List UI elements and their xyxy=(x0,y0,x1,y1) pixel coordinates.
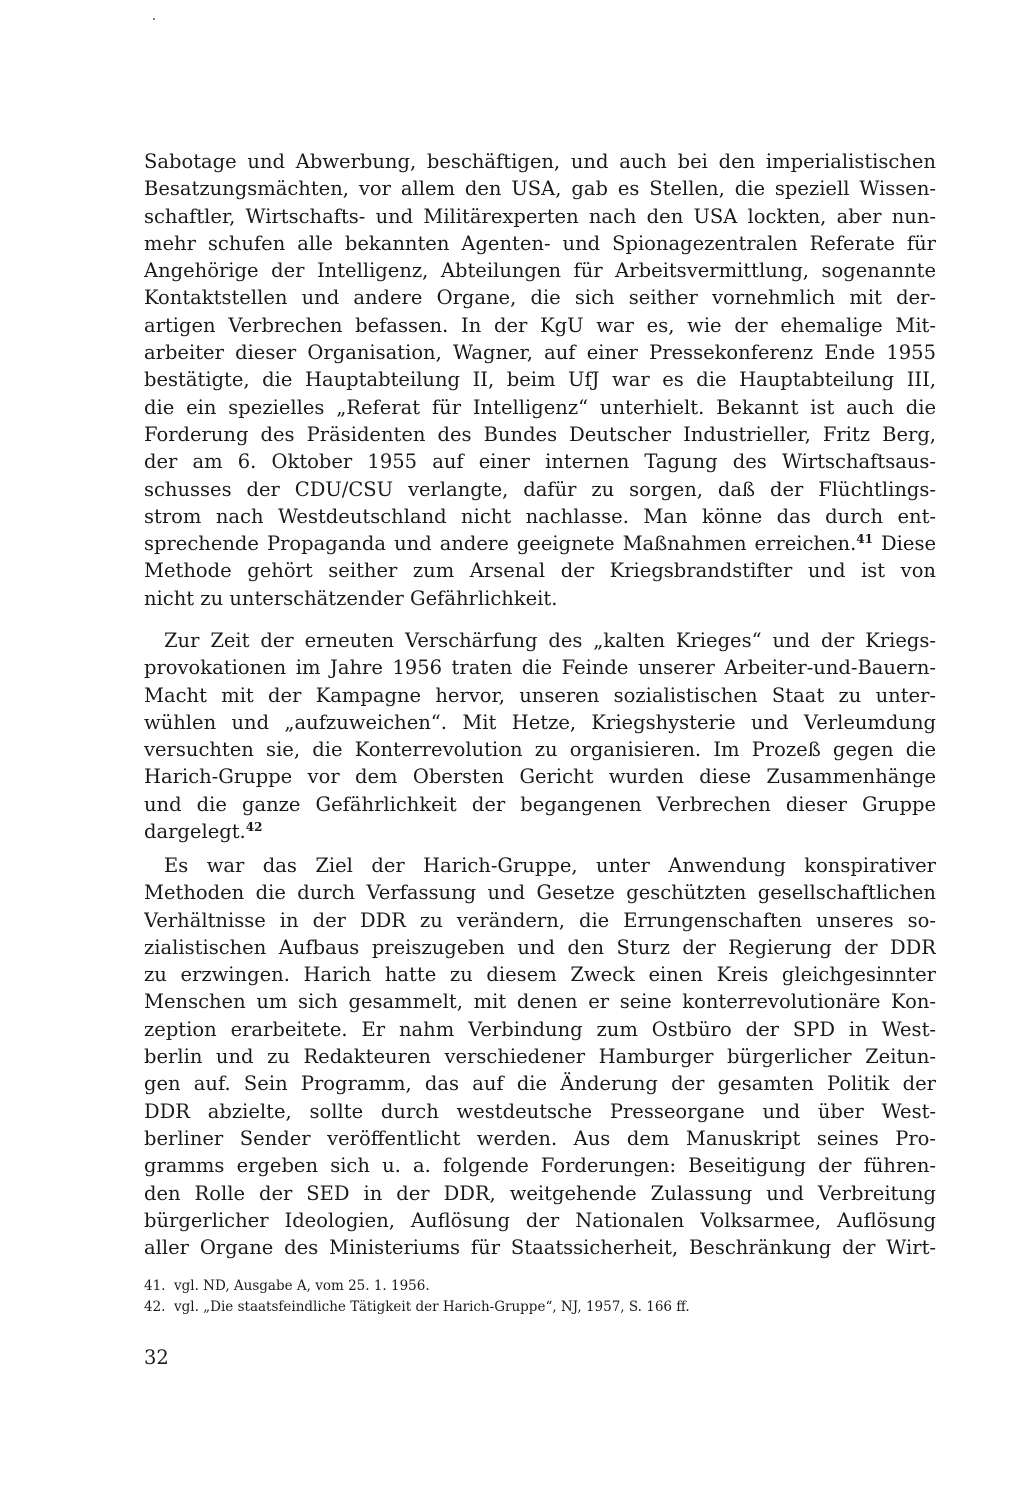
text-line: bestätigte, die Hauptabteilung II, beim UfJ war es die Hauptabteilung III, xyxy=(144,368,936,392)
text-line: die ein spezielles „Referat für Intelligenz“ unterhielt. Bekannt ist auch die xyxy=(144,395,936,419)
text-segment: Diese xyxy=(881,532,936,556)
text-line: gramms ergeben sich u. a. folgende Forderungen: Beseitigung der führen- xyxy=(144,1154,936,1178)
text-line: versuchten sie, die Konterrevolution zu organisieren. Im Prozeß gegen die xyxy=(144,738,936,762)
text-line: zu erzwingen. Harich hatte zu diesem Zweck einen Kreis gleichgesinnter xyxy=(144,963,936,987)
footnote-text: vgl. „Die staatsfeindliche Tätigkeit der Harich-Gruppe“, NJ, 1957, S. 166 ff. xyxy=(174,1299,690,1315)
text-line: und die ganze Gefährlichkeit der begangenen Verbrechen dieser Gruppe xyxy=(144,792,936,816)
text-line: Zur Zeit der erneuten Verschärfung des „kalten Krieges“ und der Kriegs- xyxy=(164,629,936,652)
text-line: Es war das Ziel der Harich-Gruppe, unter Anwendung konspirativer xyxy=(164,854,936,877)
page-number: 32 xyxy=(144,1346,169,1369)
text-line: den Rolle der SED in der DDR, weitgehende Zulassung und Verbreitung xyxy=(144,1181,936,1205)
footnote-number: 41. xyxy=(144,1278,166,1294)
text-line: Verhältnisse in der DDR zu verändern, die Errungenschaften unseres so- xyxy=(144,908,936,932)
footnote-42 xyxy=(144,1297,936,1318)
text-line: bürgerlicher Ideologien, Auflösung der Nationalen Volksarmee, Auflösung xyxy=(144,1208,936,1232)
text-line: Macht mit der Kampagne hervor, unseren sozialistischen Staat zu unter- xyxy=(144,683,936,707)
text-line-with-footnote xyxy=(144,530,936,557)
text-line: Forderung des Präsidenten des Bundes Deutscher Industrieller, Fritz Berg, xyxy=(144,422,936,446)
text-line: wühlen und „aufzuweichen“. Mit Hetze, Kriegshysterie und Verleumdung xyxy=(144,710,936,734)
text-line: schusses der CDU/CSU verlangte, dafür zu sorgen, daß der Flüchtlings- xyxy=(144,477,936,501)
text-line: Methoden die durch Verfassung und Gesetze geschützten gesellschaftlichen xyxy=(144,881,936,905)
text-line-with-footnote xyxy=(144,818,936,845)
text-line: zialistischen Aufbaus preiszugeben und den Sturz der Regierung der DDR xyxy=(144,935,936,959)
text-line: Harich-Gruppe vor dem Obersten Gericht wurden diese Zusammenhänge xyxy=(144,765,936,789)
text-line: DDR abzielte, sollte durch westdeutsche Presseorgane und über West- xyxy=(144,1099,936,1123)
text-line: Menschen um sich gesammelt, mit denen er seine konterrevolutionäre Kon- xyxy=(144,990,936,1014)
text-line: nicht zu unterschätzender Gefährlichkeit. xyxy=(144,586,558,610)
text-line: berlin und zu Redakteuren verschiedener Hamburger bürgerlicher Zeitun- xyxy=(144,1045,936,1069)
paragraph-3 xyxy=(144,852,936,1261)
text-segment: sprechende Propaganda und andere geeignete Maßnahmen erreichen. xyxy=(144,532,857,556)
text-line: strom nach Westdeutschland nicht nachlasse. Man könne das durch ent- xyxy=(144,504,936,528)
text-line: Kontaktstellen und andere Organe, die sich seither vornehmlich mit der- xyxy=(144,286,936,310)
text-line: Sabotage und Abwerbung, beschäftigen, und auch bei den imperialistischen xyxy=(144,150,936,173)
text-line: aller Organe des Ministeriums für Staatssicherheit, Beschränkung der Wirt- xyxy=(144,1236,936,1260)
text-line: der am 6. Oktober 1955 auf einer internen Tagung des Wirtschaftsaus- xyxy=(144,450,936,474)
footnote-text: vgl. ND, Ausgabe A, vom 25. 1. 1956. xyxy=(174,1278,430,1294)
scan-speck xyxy=(153,18,155,20)
text-line: Besatzungsmächten, vor allem den USA, gab es Stellen, die speziell Wissen- xyxy=(144,177,936,201)
text-line: zeption erarbeitete. Er nahm Verbindung zum Ostbüro der SPD in West- xyxy=(144,1017,936,1041)
text-line: Angehörige der Intelligenz, Abteilungen für Arbeitsvermittlung, sogenannte xyxy=(144,259,936,283)
text-line: berliner Sender veröffentlicht werden. Aus dem Manuskript seines Pro- xyxy=(144,1126,936,1150)
paragraph-2 xyxy=(144,627,936,845)
text-line: Methode gehört seither zum Arsenal der Kriegsbrandstifter und ist von xyxy=(144,559,936,583)
footnote-ref-42: 42 xyxy=(245,820,263,835)
text-line: gen auf. Sein Programm, das auf die Änderung der gesamten Politik der xyxy=(144,1072,936,1096)
footnote-41 xyxy=(144,1276,936,1297)
text-line: provokationen im Jahre 1956 traten die Feinde unserer Arbeiter-und-Bauern- xyxy=(144,656,936,680)
text-line: arbeiter dieser Organisation, Wagner, auf einer Pressekonferenz Ende 1955 xyxy=(144,341,936,365)
text-line: artigen Verbrechen befassen. In der KgU war es, wie der ehemalige Mit- xyxy=(144,313,936,337)
footnote-ref-41: 41 xyxy=(856,532,873,547)
footnote-number: 42. xyxy=(144,1299,166,1315)
footnotes xyxy=(144,1276,936,1318)
paragraph-1 xyxy=(144,148,936,612)
text-segment: dargelegt. xyxy=(144,820,246,844)
text-line: schaftler, Wirtschafts- und Militärexperten nach den USA lockten, aber nun- xyxy=(144,204,936,228)
text-line: mehr schufen alle bekannten Agenten- und Spionagezentralen Referate für xyxy=(144,231,936,255)
